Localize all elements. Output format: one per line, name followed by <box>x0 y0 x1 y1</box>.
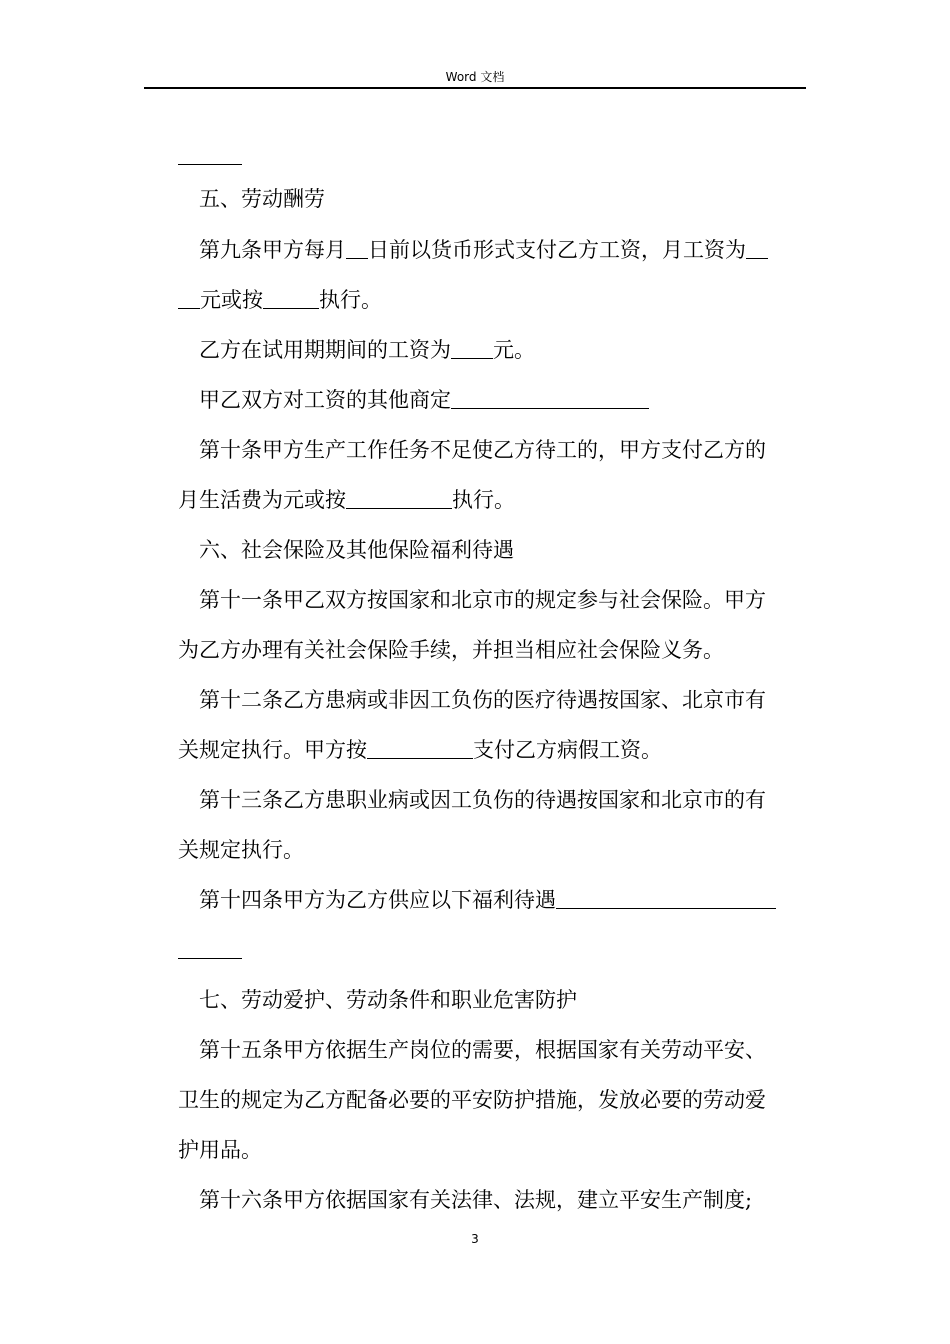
clause-text: 支付乙方病假工资。 <box>473 738 662 762</box>
section-heading-6: 六、社会保险及其他保险福利待遇 <box>199 538 514 562</box>
clause-text: 执行。 <box>319 288 382 312</box>
clause-15-line-2: 卫生的规定为乙方配备必要的平安防护措施，发放必要的劳动爱 <box>178 1088 766 1112</box>
probation-salary-line <box>199 338 829 363</box>
clause-12-line-2 <box>178 738 808 763</box>
clause-11-line-2: 为乙方办理有关社会保险手续，并担当相应社会保险义务。 <box>178 638 724 662</box>
clause-10-line-1: 第十条甲方生产工作任务不足使乙方待工的，甲方支付乙方的 <box>199 438 766 462</box>
clause-text: 乙方在试用期期间的工资为 <box>199 338 451 362</box>
clause-text: 执行。 <box>452 488 515 512</box>
clause-9-line-2 <box>178 288 808 313</box>
other-salary-terms-line <box>199 388 829 413</box>
clause-15-line-3: 护用品。 <box>178 1138 262 1162</box>
fill-blank <box>178 938 242 959</box>
clause-text: 第九条甲方每月 <box>199 238 346 262</box>
clause-14-line-2 <box>178 938 808 963</box>
fill-blank <box>346 488 452 509</box>
fill-blank <box>556 888 776 909</box>
clause-9-line-1 <box>199 238 829 263</box>
fill-blank <box>346 238 368 259</box>
clause-14-line-1 <box>199 888 829 913</box>
fill-blank <box>178 144 242 165</box>
fill-blank <box>367 738 473 759</box>
clause-text: 关规定执行。甲方按 <box>178 738 367 762</box>
clause-text: 元或按 <box>200 288 263 312</box>
clause-text: 甲乙双方对工资的其他商定 <box>199 388 451 412</box>
clause-15-line-1: 第十五条甲方依据生产岗位的需要，根据国家有关劳动平安、 <box>199 1038 766 1062</box>
clause-13-line-2: 关规定执行。 <box>178 838 304 862</box>
clause-16-line-1: 第十六条甲方依据国家有关法律、法规，建立平安生产制度; <box>199 1188 753 1212</box>
fill-blank <box>746 238 768 259</box>
clause-12-line-1: 第十二条乙方患病或非因工负伤的医疗待遇按国家、北京市有 <box>199 688 766 712</box>
clause-text: 月生活费为元或按 <box>178 488 346 512</box>
clause-11-line-1: 第十一条甲乙双方按国家和北京市的规定参与社会保险。甲方 <box>199 588 766 612</box>
clause-text: 日前以货币形式支付乙方工资，月工资为 <box>368 238 746 262</box>
header-divider <box>144 87 806 89</box>
fill-blank <box>178 288 200 309</box>
fill-blank <box>451 388 649 409</box>
page-number: 3 <box>471 1232 479 1246</box>
page-header-title: Word 文档 <box>445 70 505 84</box>
clause-13-line-1: 第十三条乙方患职业病或因工负伤的待遇按国家和北京市的有 <box>199 788 766 812</box>
clause-text: 元。 <box>493 338 535 362</box>
fill-blank <box>263 288 319 309</box>
clause-text: 第十四条甲方为乙方供应以下福利待遇 <box>199 888 556 912</box>
fill-blank <box>451 338 493 359</box>
section-heading-7: 七、劳动爱护、劳动条件和职业危害防护 <box>199 988 577 1012</box>
section-heading-5: 五、劳动酬劳 <box>199 187 325 211</box>
paragraph-blank-line <box>178 144 808 169</box>
clause-10-line-2 <box>178 488 808 513</box>
